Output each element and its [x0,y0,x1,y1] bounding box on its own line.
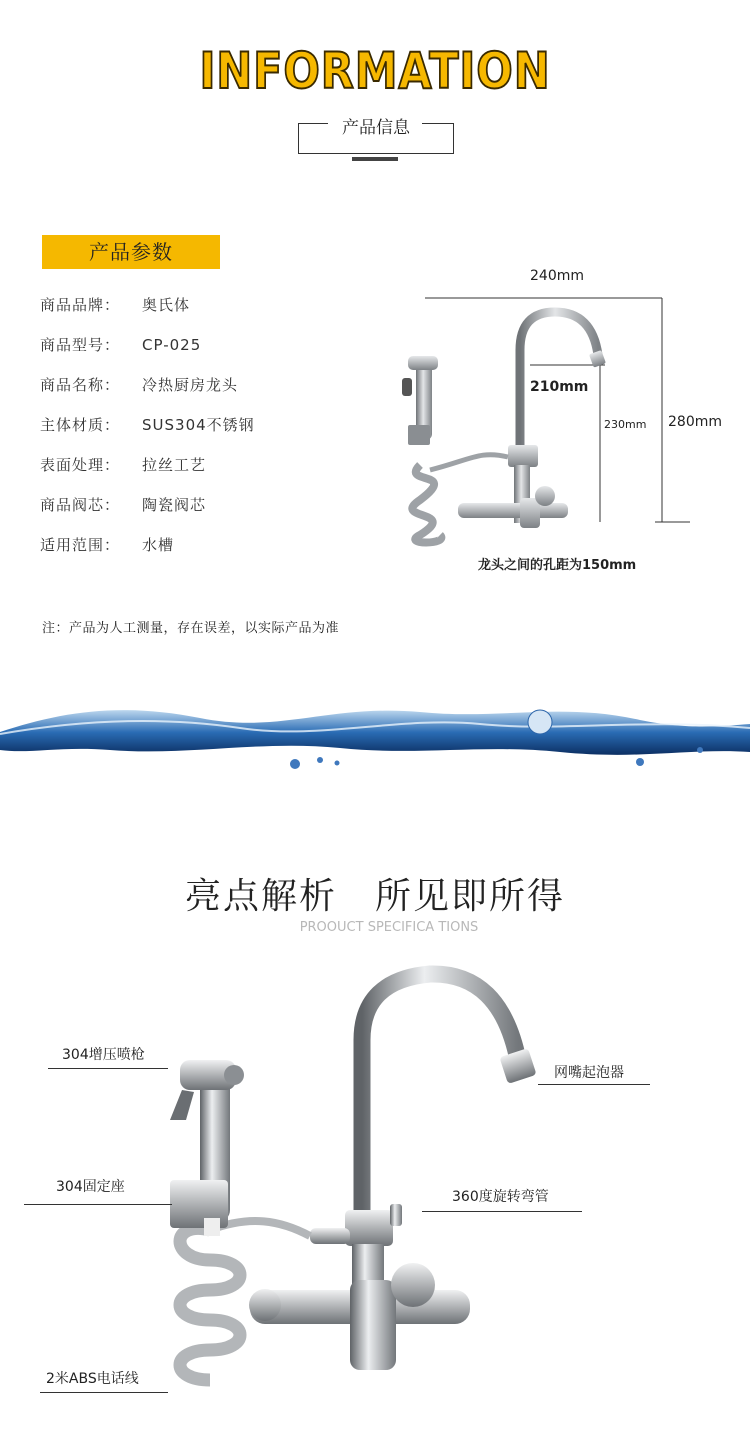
param-value: 冷热厨房龙头 [142,376,239,394]
param-row-usage [40,534,174,558]
water-wave-divider [0,690,750,780]
dim-mid-height: 230mm [604,418,647,431]
dim-total-height: 280mm [668,414,722,430]
hole-distance-note: 龙头之间的孔距为150mm [478,558,637,573]
params-badge: 产品参数 [42,235,220,269]
callout-line-spray-gun [48,1068,168,1069]
param-label: 表面处理： [40,456,121,474]
dim-spout-height: 210mm [530,379,589,395]
highlights-subtitle: PROOUCT SPECIFICA TIONS [299,920,479,935]
param-value: 拉丝工艺 [142,456,207,474]
param-row-finish [40,454,206,478]
callout-hose: 2米ABS电话线 [46,1371,139,1387]
param-label: 商品品牌： [40,296,121,314]
callout-line-aerator [538,1084,650,1085]
callout-spray-gun: 304增压喷枪 [62,1047,145,1063]
param-value: 奥氏体 [142,296,191,314]
callout-line-hose [40,1392,168,1393]
information-title: INFORMATION [199,42,551,100]
callout-fixed-seat: 304固定座 [56,1179,125,1195]
param-value: 陶瓷阀芯 [142,496,207,514]
faucet-dimension-drawing [380,260,750,560]
callout-line-swivel [422,1211,582,1212]
param-label: 商品阀芯： [40,496,121,514]
param-row-model [40,334,201,358]
param-value: 水槽 [142,536,175,554]
callout-line-fixed-seat [24,1204,172,1205]
param-row-brand [40,294,190,318]
highlights-title: 亮点解析 所见即所得 [184,876,565,917]
subtitle: 产品信息 [342,118,410,138]
param-label: 适用范围： [40,536,121,554]
param-value: SUS304不锈钢 [142,416,255,434]
measurement-note: 注：产品为人工测量，存在误差，以实际产品为准 [42,621,340,636]
param-row-name [40,374,238,398]
param-label: 商品型号： [40,336,121,354]
dim-width: 240mm [530,268,584,284]
param-row-valve [40,494,206,518]
param-value: CP-025 [142,336,202,354]
callout-swivel: 360度旋转弯管 [452,1189,549,1205]
subtitle-underline [352,157,398,161]
param-label: 主体材质： [40,416,121,434]
callout-aerator: 网嘴起泡器 [554,1065,624,1081]
param-row-material [40,414,255,438]
faucet-product-image [130,960,560,1400]
param-label: 商品名称： [40,376,121,394]
